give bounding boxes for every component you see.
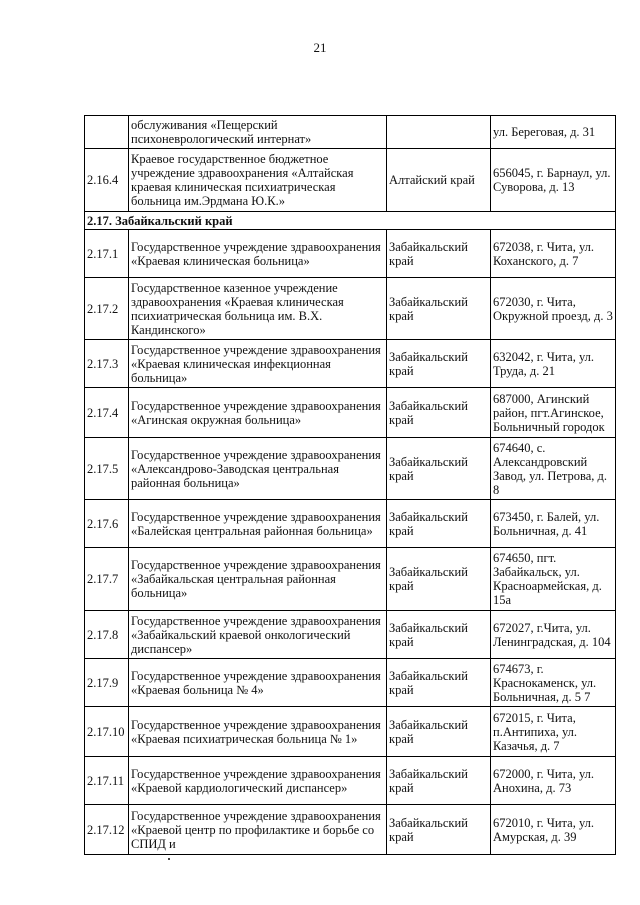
- institution-name: Государственное учреждение здравоохранения «Балейская центральная районная больница»: [129, 500, 387, 548]
- table-row: [85, 230, 616, 278]
- address: 672015, г. Чита, п.Антипиха, ул. Казачья, д. 7: [491, 707, 616, 757]
- region: Забайкальский край: [387, 500, 491, 548]
- institution-name: Государственное казенное учреждение здравоохранения «Краевая клиническая психиатрическая больница им. В.Х. Кандинского»: [129, 278, 387, 340]
- table-row: [85, 707, 616, 757]
- table-row: [85, 340, 616, 388]
- table-row: [85, 278, 616, 340]
- institution-name: обслуживания «Пещерский психоневрологический интернат»: [129, 116, 387, 149]
- row-number: 2.16.4: [85, 149, 129, 212]
- address: 674650, пгт. Забайкальск, ул. Красноармейская, д. 15а: [491, 548, 616, 611]
- address: 674673, г. Краснокаменск, ул. Больничная, д. 5 7: [491, 659, 616, 707]
- institution-name: Государственное учреждение здравоохранения «Александрово-Заводская центральная районная больница»: [129, 438, 387, 500]
- section-header-row: [85, 212, 616, 230]
- table-row: [85, 500, 616, 548]
- address: 672027, г.Чита, ул. Ленинградская, д. 104: [491, 611, 616, 659]
- table-row: [85, 438, 616, 500]
- institution-name: Государственное учреждение здравоохранения «Забайкальский краевой онкологический диспансер»: [129, 611, 387, 659]
- scan-dot: [168, 858, 170, 860]
- address: 672000, г. Чита, ул. Анохина, д. 73: [491, 757, 616, 805]
- region: [387, 116, 491, 149]
- row-number: 2.17.4: [85, 388, 129, 438]
- region: Забайкальский край: [387, 388, 491, 438]
- table-row: [85, 611, 616, 659]
- table-row: [85, 548, 616, 611]
- address: ул. Береговая, д. 31: [491, 116, 616, 149]
- row-number: 2.17.5: [85, 438, 129, 500]
- region: Алтайский край: [387, 149, 491, 212]
- row-number: 2.17.9: [85, 659, 129, 707]
- table-row: [85, 757, 616, 805]
- institutions-table: [84, 115, 616, 855]
- institution-name: Государственное учреждение здравоохранения «Забайкальская центральная районная больница»: [129, 548, 387, 611]
- row-number: 2.17.2: [85, 278, 129, 340]
- region: Забайкальский край: [387, 548, 491, 611]
- table-row: [85, 388, 616, 438]
- region: Забайкальский край: [387, 707, 491, 757]
- region: Забайкальский край: [387, 438, 491, 500]
- address: 674640, с. Александровский Завод, ул. Петрова, д. 8: [491, 438, 616, 500]
- row-number: 2.17.8: [85, 611, 129, 659]
- table-row: [85, 116, 616, 149]
- row-number: 2.17.6: [85, 500, 129, 548]
- institution-name: Государственное учреждение здравоохранения «Агинская окружная больница»: [129, 388, 387, 438]
- row-number: 2.17.12: [85, 805, 129, 855]
- section-title: 2.17. Забайкальский край: [85, 212, 616, 230]
- address: 673450, г. Балей, ул. Больничная, д. 41: [491, 500, 616, 548]
- row-number: 2.17.7: [85, 548, 129, 611]
- row-number: 2.17.1: [85, 230, 129, 278]
- address: 687000, Агинский район, пгт.Агинское, Больничный городок: [491, 388, 616, 438]
- table-row: [85, 805, 616, 855]
- region: Забайкальский край: [387, 340, 491, 388]
- row-number: [85, 116, 129, 149]
- region: Забайкальский край: [387, 278, 491, 340]
- region: Забайкальский край: [387, 659, 491, 707]
- address: 656045, г. Барнаул, ул. Суворова, д. 13: [491, 149, 616, 212]
- row-number: 2.17.11: [85, 757, 129, 805]
- page-number: 21: [313, 40, 327, 55]
- table-row: [85, 659, 616, 707]
- institution-name: Государственное учреждение здравоохранения «Краевая клиническая больница»: [129, 230, 387, 278]
- row-number: 2.17.10: [85, 707, 129, 757]
- table-row: [85, 149, 616, 212]
- institution-name: Государственное учреждение здравоохранения «Краевая больница № 4»: [129, 659, 387, 707]
- institution-name: Государственное учреждение здравоохранения «Краевая психиатрическая больница № 1»: [129, 707, 387, 757]
- region: Забайкальский край: [387, 611, 491, 659]
- institution-name: Государственное учреждение здравоохранения «Краевой центр по профилактике и борьбе со СПИД и: [129, 805, 387, 855]
- region: Забайкальский край: [387, 805, 491, 855]
- institution-name: Краевое государственное бюджетное учреждение здравоохранения «Алтайская краевая клиническая психиатрическая больница им.Эрдмана Ю.К.»: [129, 149, 387, 212]
- region: Забайкальский край: [387, 230, 491, 278]
- address: 672010, г. Чита, ул. Амурская, д. 39: [491, 805, 616, 855]
- address: 672038, г. Чита, ул. Коханского, д. 7: [491, 230, 616, 278]
- institution-name: Государственное учреждение здравоохранения «Краевой кардиологический диспансер»: [129, 757, 387, 805]
- row-number: 2.17.3: [85, 340, 129, 388]
- address: 632042, г. Чита, ул. Труда, д. 21: [491, 340, 616, 388]
- address: 672030, г. Чита, Окружной проезд, д. 3: [491, 278, 616, 340]
- institution-name: Государственное учреждение здравоохранения «Краевая клиническая инфекционная больница»: [129, 340, 387, 388]
- region: Забайкальский край: [387, 757, 491, 805]
